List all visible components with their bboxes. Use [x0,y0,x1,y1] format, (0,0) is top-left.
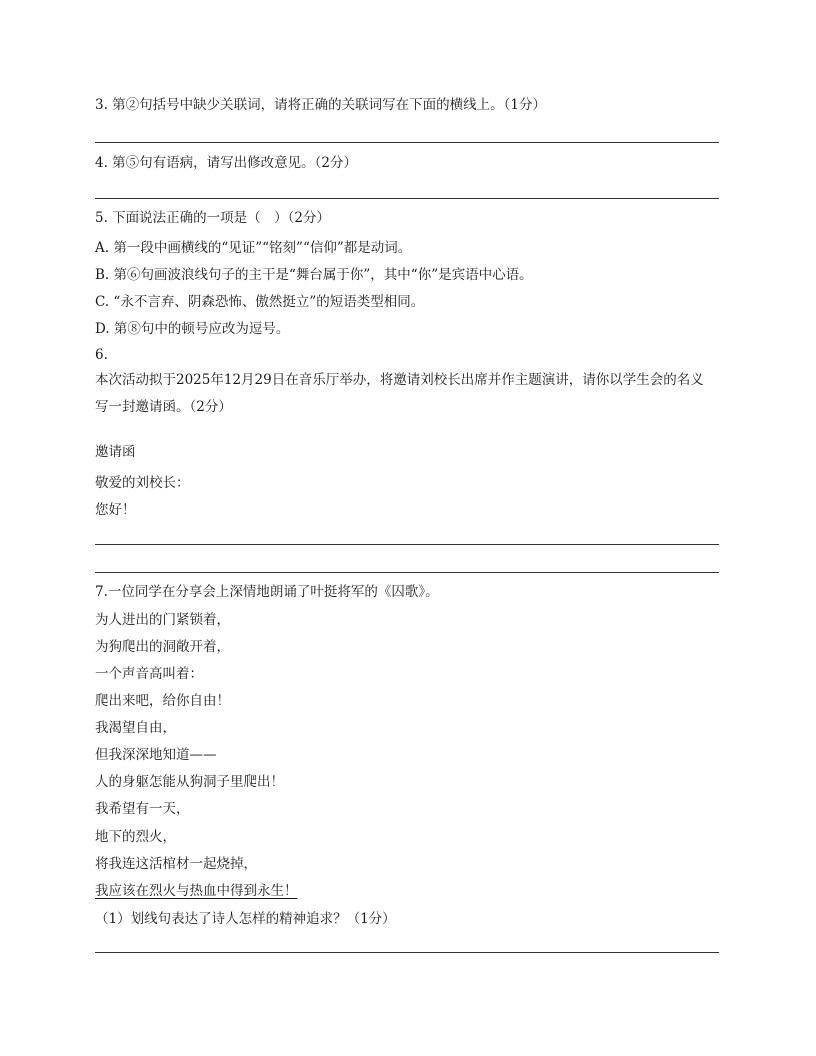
letter-salutation: 敬爱的刘校长： [95,475,190,491]
poem-line: 为人进出的门紧锁着， [95,612,230,628]
question-6-prompt-line-2: 写一封邀请函。（2分） [95,399,232,415]
question-5-stem: 5. 下面说法正确的一项是（ ）（2分） [95,210,331,226]
question-3: 3. 第②句括号中缺少关联词，请将正确的关联词写在下面的横线上。（1分） [95,97,547,113]
answer-line-q3[interactable] [95,142,719,143]
poem-line: 一个声音高叫着： [95,666,203,682]
question-6-number: 6. [95,347,108,363]
poem-line: 地下的烈火， [95,829,176,845]
poem-line: 但我深深地知道—— [95,747,217,763]
question-4: 4. 第⑤句有语病，请写出修改意见。（2分） [95,155,358,171]
poem-line: 将我连这活棺材一起烧掉， [95,856,257,872]
poem-line: 我渴望自由， [95,720,176,736]
answer-line-q7-1[interactable] [95,952,719,953]
answer-line-q4[interactable] [95,198,719,199]
question-5-option-b: B. 第⑥句画波浪线句子的主干是“舞台属于你”，其中“你”是宾语中心语。 [95,267,533,283]
answer-line-q6-2[interactable] [95,572,719,573]
poem-line: 爬出来吧，给你自由！ [95,693,230,709]
poem-line: 人的身躯怎能从狗洞子里爬出！ [95,774,284,790]
question-7-intro: 7.一位同学在分享会上深情地朗诵了叶挺将军的《囚歌》。 [95,584,439,600]
answer-line-q6-1[interactable] [95,544,719,545]
question-5-option-a: A. 第一段中画横线的“见证”“铭刻”“信仰”都是动词。 [95,240,412,256]
letter-greeting: 您好！ [95,502,136,518]
question-6-prompt-line-1: 本次活动拟于2025年12月29日在音乐厅举办，将邀请刘校长出席并作主题演讲，请你以学生会的名义 [95,372,704,388]
letter-title: 邀请函 [95,444,136,460]
question-5-option-c: C. “永不言弃、阴森恐怖、傲然挺立”的短语类型相同。 [95,294,425,310]
poem-line: 我希望有一天， [95,801,190,817]
poem-underlined-line: 我应该在烈火与热血中得到永生！ [95,883,298,899]
question-5-option-d: D. 第⑧句中的顿号应改为逗号。 [95,321,290,337]
question-7-sub-1: （1）划线句表达了诗人怎样的精神追求？（1分） [95,911,396,927]
poem-line: 为狗爬出的洞敞开着， [95,639,230,655]
